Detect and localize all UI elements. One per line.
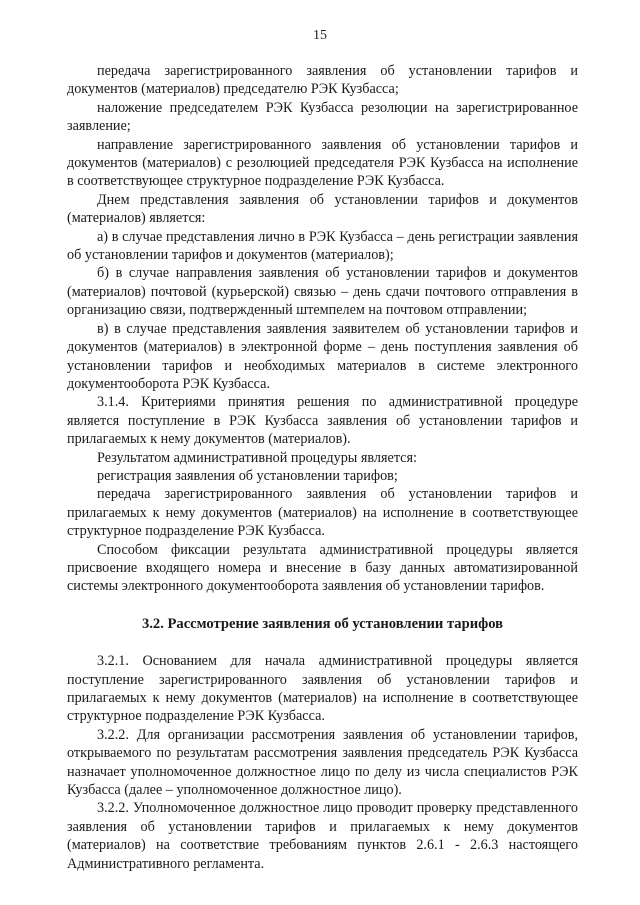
paragraph: Днем представления заявления об установлении тарифов и документов (материалов) является: — [67, 191, 578, 227]
paragraph: направление зарегистрированного заявления об установлении тарифов и документов (материалов) с резолюцией председателя РЭК Кузбасса на исполнение в соответствующее структурное подразделение РЭК Кузбасса. — [67, 136, 578, 190]
paragraph: 3.2.2. Для организации рассмотрения заявления об установлении тарифов, открываемого по результатам рассмотрения заявления председатель РЭК Кузбасса назначает уполномоченное должностное лицо по делу из числа специалистов РЭК Кузбасса (далее – уполномоченное должностное лицо). — [67, 726, 578, 799]
paragraph: 3.2.1. Основанием для начала административной процедуры является поступление зарегистрированного заявления об установлении тарифов и прилагаемых к нему документов (материалов) на исполнение в соответствующее структурное подразделение РЭК Кузбасса. — [67, 653, 578, 725]
paragraph: 3.1.4. Критериями принятия решения по административной процедуре является поступление в РЭК Кузбасса заявления об установлении тарифов и прилагаемых к нему документов (материалов). — [67, 394, 578, 448]
section-heading: 3.2. Рассмотрение заявления об установлении тарифов — [141, 615, 504, 632]
paragraph: регистрация заявления об установлении тарифов; — [97, 467, 398, 484]
paragraph: в) в случае представления заявления заявителем об установлении тарифов и документов (материалов) в электронной форме – день поступления заявления об установлении тарифов и необходимых материалов в системе электронного документооборота РЭК Кузбасса. — [67, 320, 578, 392]
paragraph: б) в случае направления заявления об установлении тарифов и документов (материалов) почтовой (курьерской) связью – день сдачи почтового отправления в организацию связи, подтвержденный штемпелем на почтовом отправлении; — [67, 265, 578, 319]
paragraph: а) в случае представления лично в РЭК Кузбасса – день регистрации заявления об установлении тарифов и документов (материалов); — [67, 228, 578, 264]
paragraph: 3.2.2. Уполномоченное должностное лицо проводит проверку представленного заявления об установлении тарифов и прилагаемых к нему документов (материалов) на соответствие требованиям пунктов 2.6.1 - 2.6.3 настоящего Административного регламента. — [67, 800, 578, 872]
paragraph: наложение председателем РЭК Кузбасса резолюции на зарегистрированное заявление; — [67, 99, 578, 135]
document-body — [67, 62, 578, 873]
paragraph: передача зарегистрированного заявления об установлении тарифов и прилагаемых к нему документов (материалов) на исполнение в соответствующее структурное подразделение РЭК Кузбасса. — [67, 486, 578, 540]
page-number: 15 — [313, 28, 327, 43]
paragraph: Способом фиксации результата административной процедуры является присвоение входящего номера и внесение в базу данных автоматизированной системы электронного документооборота заявления об установлении тарифов. — [67, 541, 578, 595]
paragraph: Результатом административной процедуры является: — [97, 449, 417, 466]
paragraph: передача зарегистрированного заявления об установлении тарифов и документов (материалов) председателю РЭК Кузбасса; — [67, 63, 578, 98]
